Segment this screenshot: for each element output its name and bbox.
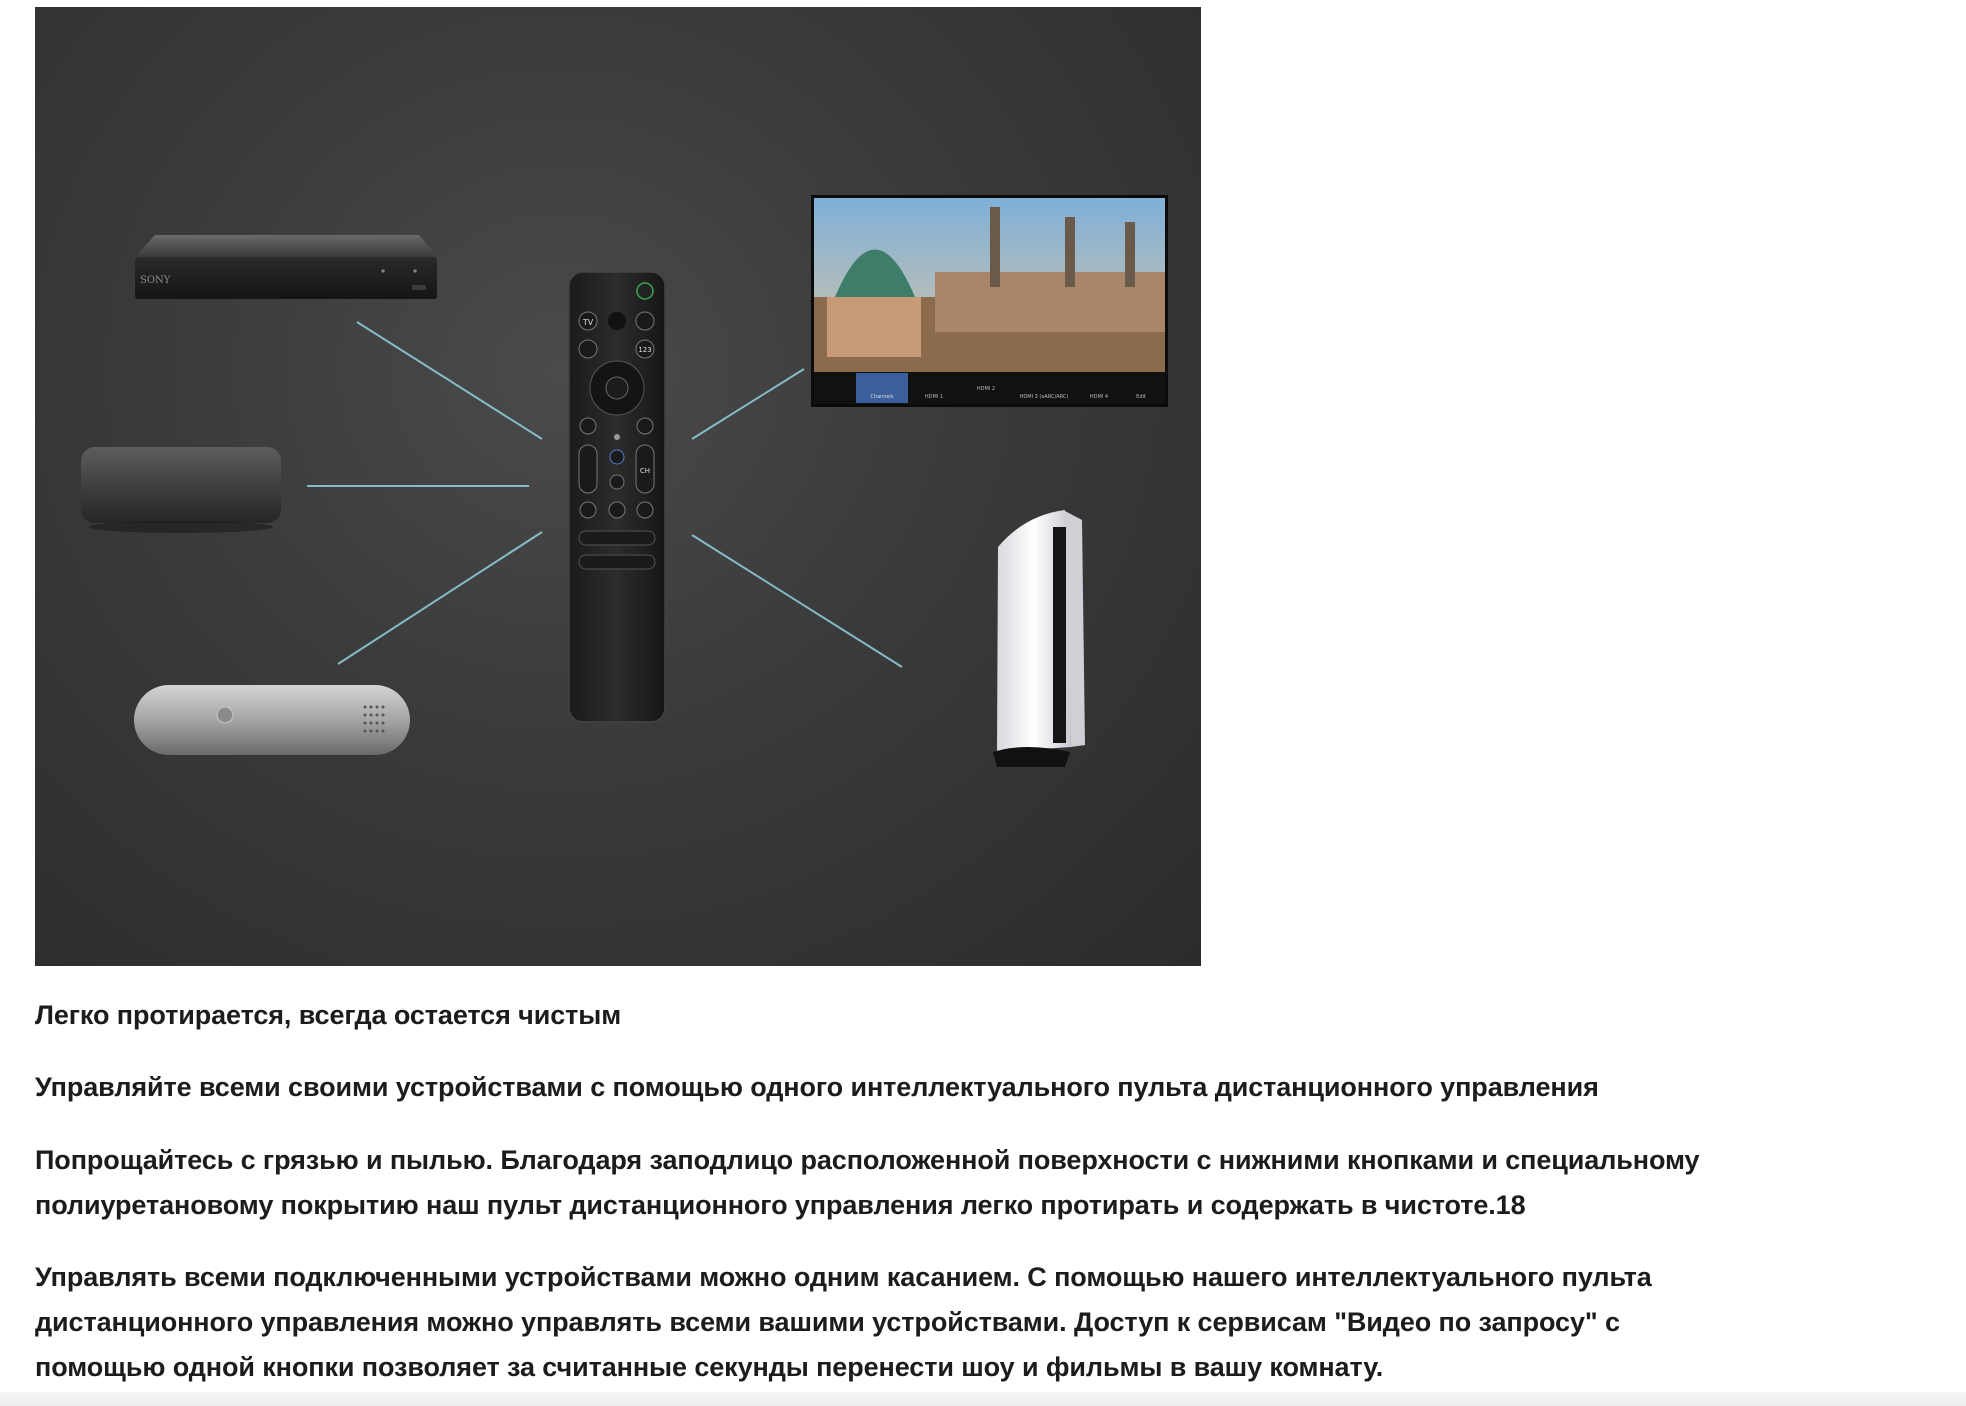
tv-menu-edit: Edit bbox=[1136, 394, 1146, 400]
game-console bbox=[993, 510, 1085, 767]
play-icon bbox=[580, 502, 596, 518]
tv-menu-hdmi1: HDMI 1 bbox=[924, 394, 944, 400]
tv-menu-hdmi2: HDMI 2 bbox=[976, 386, 996, 392]
tv-menu-hdmi4: HDMI 4 bbox=[1089, 394, 1109, 400]
streaming-box bbox=[81, 447, 281, 533]
content-section bbox=[35, 993, 1915, 1038]
power-icon bbox=[637, 283, 653, 299]
paragraph-control: Управлять всеми подключенными устройствами можно одним касанием. С помощью нашего интеллектуального пульта дистанционного управления можно управлять всеми вашими устройствами. Доступ к сервисам "Видео по запросу" с помощью одной кнопки позволяет за считанные секунды перенести шоу и фильмы в вашу комнату. bbox=[35, 1262, 1652, 1382]
bluray-player bbox=[135, 235, 437, 299]
remote-control bbox=[569, 272, 665, 722]
tv-menu-hdmi3: HDMI 3 (eARC/ARC) bbox=[1019, 394, 1069, 400]
bluray-logo: SONY bbox=[140, 275, 171, 286]
pause-icon bbox=[609, 502, 625, 518]
tv-button-label: TV bbox=[582, 318, 594, 327]
channel-button-label: CH bbox=[639, 467, 651, 475]
paragraph-block-1 bbox=[35, 1138, 1755, 1228]
back-icon bbox=[580, 418, 596, 434]
hero-illustration bbox=[35, 7, 1201, 966]
settings-icon bbox=[636, 312, 654, 330]
section-subtitle: Управляйте всеми своими устройствами с помощью одного интеллектуального пульта дистанционного управления bbox=[35, 1072, 1599, 1102]
input-icon bbox=[579, 340, 597, 358]
soundbar bbox=[134, 685, 410, 755]
tv-menu-channels: Channels bbox=[870, 394, 894, 400]
product-hero-image bbox=[35, 7, 1201, 966]
mic-icon bbox=[614, 434, 620, 440]
home-icon bbox=[637, 418, 653, 434]
numbers-button-label: 123 bbox=[638, 346, 652, 354]
paragraph-block-2 bbox=[35, 1255, 1675, 1390]
paragraph-cleaning: Попрощайтесь с грязью и пылью. Благодаря заподлицо расположенной поверхности с нижними кнопками и специальному полиуретановому покрытию наш пульт дистанционного управления легко протирать и содержать в чистоте.18 bbox=[35, 1145, 1700, 1220]
subtitle-block bbox=[35, 1065, 1915, 1110]
page-bottom-edge bbox=[0, 1392, 1966, 1406]
section-title: Легко протирается, всегда остается чистым bbox=[35, 1000, 622, 1030]
television bbox=[811, 195, 1168, 407]
